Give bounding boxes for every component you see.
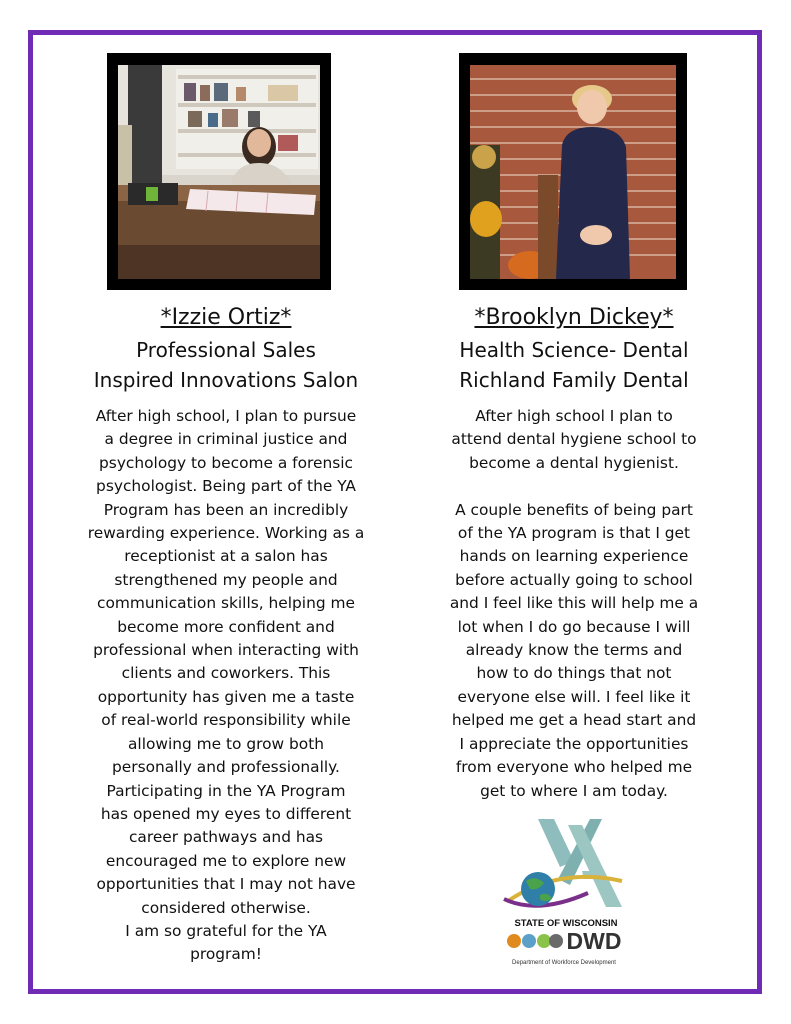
- pathway-title: Professional Sales: [136, 338, 316, 362]
- salon-reception-photo: [118, 65, 320, 279]
- employer-name: Inspired Innovations Salon: [93, 368, 359, 392]
- photo-brooklyn-dickey: [459, 53, 687, 290]
- ya-logo-graphic: [498, 815, 630, 970]
- student-statement: After high school I plan to attend dental hygiene school to become a dental hygienist. A couple benefits of being part of the YA program is that I get hands on learning experience before actually going to school and I feel like this will help me a lot when I do go because I will already know the terms and how to do things that not everyone else will. I feel like it helped me get a head start and I appreciate the opportunities from everyone who helped me get to where I am today.: [449, 407, 699, 800]
- student-statement: After high school, I plan to pursue a degree in criminal justice and psychology to become a forensic psychologist. Being part of the YA Program has been an incredibly rewarding experience. Working as a receptionist at a salon has strengthened my people and communication skills, helping me become more confident and professional when interacting with clients and coworkers. This opportunity has given me a taste of real-world responsibility while allowing me to grow both personally and professionally. Participating in the YA Program has opened my eyes to different career pathways and has encouraged me to explore new opportunities that I may not have considered otherwise. I am so grateful for the YA program!: [87, 407, 365, 964]
- student-name: *Izzie Ortiz*: [160, 305, 292, 330]
- student-name: *Brooklyn Dickey*: [474, 305, 674, 330]
- student-column-left: [80, 303, 372, 967]
- agency-full-name: Department of Workforce Development: [512, 960, 616, 966]
- employer-name: Richland Family Dental: [459, 368, 689, 392]
- pathway-title: Health Science- Dental: [459, 338, 689, 362]
- student-column-right: [428, 303, 720, 803]
- dwd-abbreviation: DWD: [566, 928, 622, 954]
- brick-wall-photo: [470, 65, 676, 279]
- photo-izzie-ortiz: [107, 53, 331, 290]
- ya-dwd-logo: [498, 815, 630, 970]
- state-of-wisconsin-text: STATE OF WISCONSIN: [514, 918, 618, 929]
